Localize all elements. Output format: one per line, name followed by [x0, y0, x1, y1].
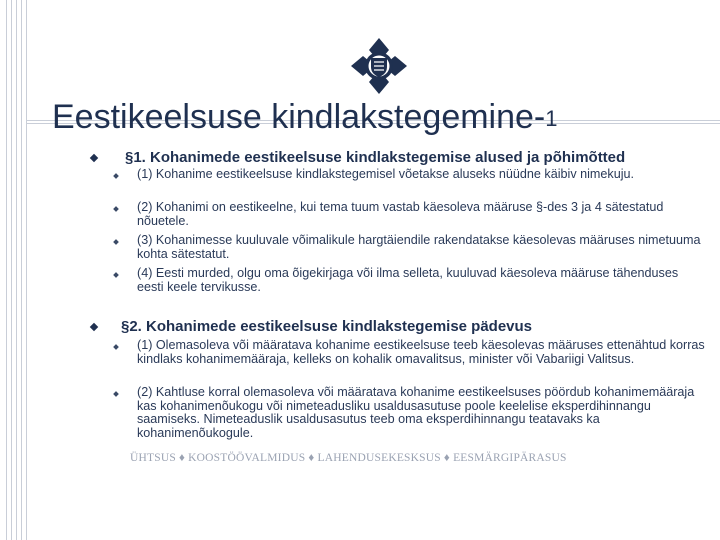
list-item: (1) Olemasoleva või määratava kohanime eestikeelsuse teeb käesolevas määruses ettenähtud korras kindlaks kohanimemääraja, kelleks on kohalik omavalitsus, minister või Vabariigi Valitsus.	[137, 338, 705, 366]
list-item: (2) Kohanimi on eestikeelne, kui tema tuum vastab käesoleva määruse §-des 3 ja 4 sätestatud nõuetele.	[137, 200, 664, 228]
item-bullet-icon	[113, 272, 119, 278]
border-line	[26, 0, 27, 540]
section-heading-2: §2. Kohanimede eestikeelsuse kindlakstegemise pädevus	[121, 318, 533, 335]
border-line	[11, 0, 12, 540]
item-bullet-icon	[113, 206, 119, 212]
section-bullet-icon	[90, 323, 98, 331]
item-bullet-icon	[113, 391, 119, 397]
list-item: (2) Kahtluse korral olemasoleva või määratava kohanime eestikeelsuses pöördub kohanimemääraja kas kohanimenõukogu või nimeteadusliku usaldusasutuse poole keelelise eksperdihinnangu saamiseks. Nimeteaduslik usaldusasutus teeb oma eksperdihinnangu teatavaks ka kohanimenõukogule.	[137, 385, 695, 440]
list-item: (4) Eesti murded, olgu oma õigekirjaga või ilma selleta, kuuluvad käesoleva määruse tähenduses eesti keele tervikusse.	[137, 266, 679, 294]
item-bullet-icon	[113, 173, 119, 179]
section-heading-1: §1. Kohanimede eestikeelsuse kindlakstegemise alused ja põhimõtted	[125, 149, 626, 166]
title-main: Eestikeelsuse kindlakstegemine-	[52, 98, 546, 136]
border-line	[21, 0, 22, 540]
border-line	[6, 0, 7, 540]
emblem-icon	[349, 36, 409, 96]
slide-title	[52, 98, 558, 137]
border-line	[16, 0, 17, 540]
title-suffix: 1	[545, 106, 558, 131]
motto-footer: ÜHTSUS ♦ KOOSTÖÖVALMIDUS ♦ LAHENDUSEKESKSUS ♦ EESMÄRGIPÄRASUS	[130, 452, 567, 464]
item-bullet-icon	[113, 239, 119, 245]
item-bullet-icon	[113, 344, 119, 350]
section-bullet-icon	[90, 154, 98, 162]
list-item: (1) Kohanime eestikeelsuse kindlakstegemisel võetakse aluseks nüüdne käibiv nimekuju.	[137, 167, 635, 181]
list-item: (3) Kohanimesse kuuluvale võimalikule hargtäiendile rakendatakse käesolevas määruses nimetuuma kohta sätestatut.	[137, 233, 701, 261]
